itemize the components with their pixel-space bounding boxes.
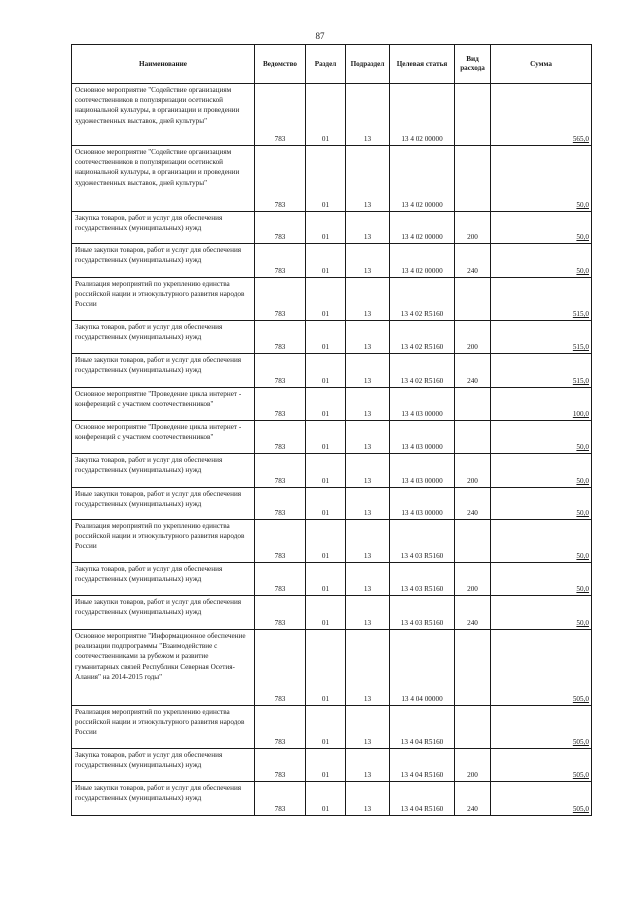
table-row xyxy=(72,321,592,354)
table-row xyxy=(72,278,592,321)
cell-target: 13 4 02 R5160 xyxy=(390,321,455,354)
cell-target: 13 4 02 R5160 xyxy=(390,354,455,388)
cell-vedomstvo: 783 xyxy=(255,421,306,454)
cell-vedomstvo: 783 xyxy=(255,488,306,520)
cell-razdel: 01 xyxy=(306,782,346,816)
cell-vid xyxy=(455,84,491,146)
cell-vedomstvo: 783 xyxy=(255,321,306,354)
cell-vedomstvo: 783 xyxy=(255,782,306,816)
cell-vedomstvo: 783 xyxy=(255,563,306,596)
cell-sum: 565,0 xyxy=(491,84,592,146)
cell-sum: 505,0 xyxy=(491,749,592,782)
table-row xyxy=(72,520,592,563)
cell-podrazdel: 13 xyxy=(346,421,390,454)
cell-sum: 50,0 xyxy=(491,212,592,244)
cell-vedomstvo: 783 xyxy=(255,596,306,630)
cell-razdel: 01 xyxy=(306,146,346,212)
cell-target: 13 4 04 R5160 xyxy=(390,749,455,782)
cell-razdel: 01 xyxy=(306,212,346,244)
table-row xyxy=(72,782,592,816)
cell-razdel: 01 xyxy=(306,488,346,520)
table-row xyxy=(72,388,592,421)
cell-vedomstvo: 783 xyxy=(255,454,306,488)
cell-podrazdel: 13 xyxy=(346,84,390,146)
cell-name: Основное мероприятие "Содействие организациям соотечественников в популяризации осетинской национальной культуры, в организации и проведении художественных выставок, дней культуры" xyxy=(72,84,255,146)
cell-target: 13 4 03 00000 xyxy=(390,388,455,421)
cell-vid: 200 xyxy=(455,749,491,782)
cell-vid xyxy=(455,146,491,212)
cell-podrazdel: 13 xyxy=(346,749,390,782)
table-body xyxy=(72,84,592,816)
cell-vedomstvo: 783 xyxy=(255,749,306,782)
cell-podrazdel: 13 xyxy=(346,520,390,563)
cell-target: 13 4 02 00000 xyxy=(390,244,455,278)
cell-name: Реализация мероприятий по укреплению единства российской нации и этнокультурного развития народов России xyxy=(72,706,255,749)
cell-vid xyxy=(455,706,491,749)
table-row xyxy=(72,488,592,520)
cell-sum: 50,0 xyxy=(491,454,592,488)
cell-name: Реализация мероприятий по укреплению единства российской нации и этнокультурного развития народов России xyxy=(72,278,255,321)
cell-sum: 50,0 xyxy=(491,421,592,454)
cell-razdel: 01 xyxy=(306,520,346,563)
cell-razdel: 01 xyxy=(306,244,346,278)
cell-podrazdel: 13 xyxy=(346,278,390,321)
header-row xyxy=(72,45,592,84)
cell-sum: 515,0 xyxy=(491,278,592,321)
table-row xyxy=(72,563,592,596)
cell-podrazdel: 13 xyxy=(346,454,390,488)
cell-name: Закупка товаров, работ и услуг для обеспечения государственных (муниципальных) нужд xyxy=(72,563,255,596)
cell-razdel: 01 xyxy=(306,84,346,146)
cell-vid: 240 xyxy=(455,782,491,816)
cell-vid: 200 xyxy=(455,454,491,488)
cell-razdel: 01 xyxy=(306,388,346,421)
cell-podrazdel: 13 xyxy=(346,596,390,630)
cell-podrazdel: 13 xyxy=(346,630,390,706)
cell-podrazdel: 13 xyxy=(346,488,390,520)
cell-vid xyxy=(455,520,491,563)
table-row xyxy=(72,84,592,146)
cell-vid: 200 xyxy=(455,212,491,244)
cell-vid: 240 xyxy=(455,244,491,278)
cell-sum: 505,0 xyxy=(491,630,592,706)
table-row xyxy=(72,596,592,630)
cell-podrazdel: 13 xyxy=(346,782,390,816)
cell-vedomstvo: 783 xyxy=(255,146,306,212)
cell-target: 13 4 03 00000 xyxy=(390,454,455,488)
cell-razdel: 01 xyxy=(306,421,346,454)
cell-name: Закупка товаров, работ и услуг для обеспечения государственных (муниципальных) нужд xyxy=(72,749,255,782)
cell-vedomstvo: 783 xyxy=(255,212,306,244)
cell-sum: 50,0 xyxy=(491,520,592,563)
cell-sum: 100,0 xyxy=(491,388,592,421)
header-podrazdel: Подраздел xyxy=(346,45,390,84)
cell-target: 13 4 02 00000 xyxy=(390,84,455,146)
table-row xyxy=(72,454,592,488)
cell-vedomstvo: 783 xyxy=(255,706,306,749)
cell-vedomstvo: 783 xyxy=(255,354,306,388)
header-razdel: Раздел xyxy=(306,45,346,84)
cell-name: Иные закупки товаров, работ и услуг для обеспечения государственных (муниципальных) нужд xyxy=(72,782,255,816)
cell-razdel: 01 xyxy=(306,354,346,388)
cell-vid: 240 xyxy=(455,354,491,388)
table-row xyxy=(72,749,592,782)
cell-razdel: 01 xyxy=(306,321,346,354)
cell-vid xyxy=(455,388,491,421)
cell-podrazdel: 13 xyxy=(346,563,390,596)
cell-razdel: 01 xyxy=(306,630,346,706)
cell-razdel: 01 xyxy=(306,454,346,488)
table-row xyxy=(72,354,592,388)
cell-sum: 50,0 xyxy=(491,596,592,630)
table-row xyxy=(72,146,592,212)
cell-vid xyxy=(455,278,491,321)
cell-podrazdel: 13 xyxy=(346,706,390,749)
cell-name: Иные закупки товаров, работ и услуг для обеспечения государственных (муниципальных) нужд xyxy=(72,354,255,388)
cell-target: 13 4 03 00000 xyxy=(390,488,455,520)
cell-razdel: 01 xyxy=(306,563,346,596)
cell-name: Закупка товаров, работ и услуг для обеспечения государственных (муниципальных) нужд xyxy=(72,212,255,244)
cell-sum: 505,0 xyxy=(491,706,592,749)
cell-name: Основное мероприятие "Проведение цикла интернет - конференций с участием соотечественников" xyxy=(72,388,255,421)
budget-table xyxy=(71,44,592,816)
cell-razdel: 01 xyxy=(306,278,346,321)
page-number: 87 xyxy=(315,31,325,41)
cell-target: 13 4 02 00000 xyxy=(390,212,455,244)
cell-name: Основное мероприятие "Проведение цикла интернет - конференций с участием соотечественников" xyxy=(72,421,255,454)
cell-vedomstvo: 783 xyxy=(255,520,306,563)
cell-target: 13 4 02 R5160 xyxy=(390,278,455,321)
cell-name: Основное мероприятие "Информационное обеспечение реализации подпрограммы "Взаимодействие с соотечественниками за рубежом и развитие гуманитарных связей Республики Северная Осетия-Алания" на 2014-2015 годы" xyxy=(72,630,255,706)
cell-vedomstvo: 783 xyxy=(255,388,306,421)
header-vid: Вид расхода xyxy=(455,45,491,84)
cell-name: Реализация мероприятий по укреплению единства российской нации и этнокультурного развития народов России xyxy=(72,520,255,563)
cell-target: 13 4 04 00000 xyxy=(390,630,455,706)
cell-vedomstvo: 783 xyxy=(255,630,306,706)
cell-target: 13 4 04 R5160 xyxy=(390,706,455,749)
cell-sum: 50,0 xyxy=(491,244,592,278)
header-target: Целевая статья xyxy=(390,45,455,84)
cell-target: 13 4 03 R5160 xyxy=(390,563,455,596)
cell-podrazdel: 13 xyxy=(346,244,390,278)
cell-name: Основное мероприятие "Содействие организациям соотечественников в популяризации осетинской национальной культуры, в организации и проведении художественных выставок, дней культуры" xyxy=(72,146,255,212)
cell-name: Иные закупки товаров, работ и услуг для обеспечения государственных (муниципальных) нужд xyxy=(72,244,255,278)
cell-podrazdel: 13 xyxy=(346,146,390,212)
cell-target: 13 4 03 R5160 xyxy=(390,520,455,563)
cell-target: 13 4 03 R5160 xyxy=(390,596,455,630)
table-row xyxy=(72,421,592,454)
cell-sum: 505,0 xyxy=(491,782,592,816)
cell-vedomstvo: 783 xyxy=(255,278,306,321)
header-name: Наименование xyxy=(72,45,255,84)
cell-vid xyxy=(455,630,491,706)
table-row xyxy=(72,212,592,244)
cell-vid xyxy=(455,421,491,454)
cell-razdel: 01 xyxy=(306,596,346,630)
cell-target: 13 4 02 00000 xyxy=(390,146,455,212)
cell-podrazdel: 13 xyxy=(346,388,390,421)
cell-podrazdel: 13 xyxy=(346,321,390,354)
cell-name: Закупка товаров, работ и услуг для обеспечения государственных (муниципальных) нужд xyxy=(72,454,255,488)
cell-vid: 200 xyxy=(455,563,491,596)
table-row xyxy=(72,630,592,706)
cell-vedomstvo: 783 xyxy=(255,84,306,146)
cell-name: Иные закупки товаров, работ и услуг для обеспечения государственных (муниципальных) нужд xyxy=(72,488,255,520)
cell-sum: 50,0 xyxy=(491,563,592,596)
cell-target: 13 4 04 R5160 xyxy=(390,782,455,816)
cell-podrazdel: 13 xyxy=(346,354,390,388)
header-sum: Сумма xyxy=(491,45,592,84)
cell-sum: 50,0 xyxy=(491,488,592,520)
cell-sum: 50,0 xyxy=(491,146,592,212)
cell-sum: 515,0 xyxy=(491,354,592,388)
cell-razdel: 01 xyxy=(306,706,346,749)
cell-vedomstvo: 783 xyxy=(255,244,306,278)
cell-name: Иные закупки товаров, работ и услуг для обеспечения государственных (муниципальных) нужд xyxy=(72,596,255,630)
cell-vid: 240 xyxy=(455,596,491,630)
cell-name: Закупка товаров, работ и услуг для обеспечения государственных (муниципальных) нужд xyxy=(72,321,255,354)
header-vedomstvo: Ведомство xyxy=(255,45,306,84)
table-row xyxy=(72,706,592,749)
cell-vid: 240 xyxy=(455,488,491,520)
cell-podrazdel: 13 xyxy=(346,212,390,244)
cell-target: 13 4 03 00000 xyxy=(390,421,455,454)
table-row xyxy=(72,244,592,278)
cell-sum: 515,0 xyxy=(491,321,592,354)
cell-vid: 200 xyxy=(455,321,491,354)
cell-razdel: 01 xyxy=(306,749,346,782)
